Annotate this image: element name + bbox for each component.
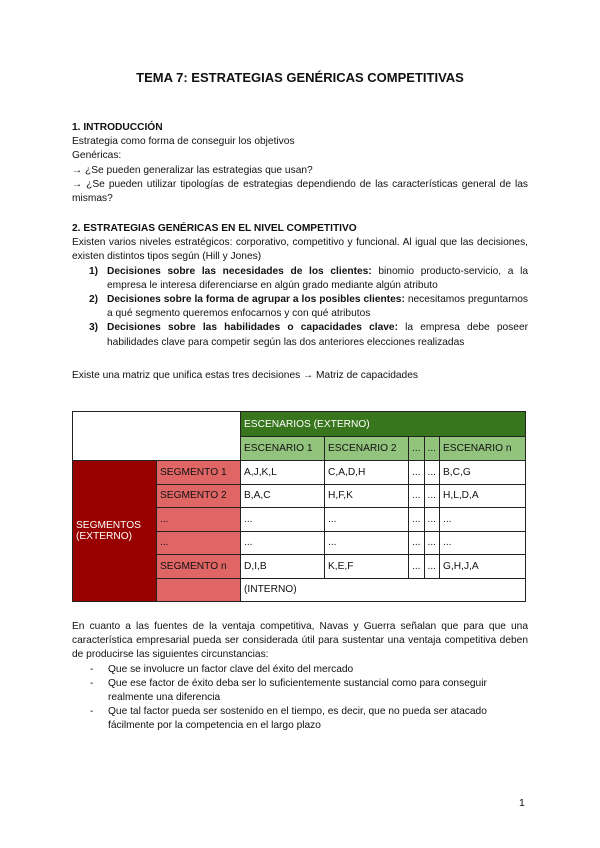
section2-paragraph: Existen varios niveles estratégicos: corporativo, competitivo y funcional. Al igual que las decisiones, existen distintos tipos según (Hill y Jones) (72, 237, 528, 263)
table-cell: ... (424, 508, 440, 532)
page-title: TEMA 7: ESTRATEGIAS GENÉRICAS COMPETITIVAS (136, 70, 464, 85)
table-cell: B,C,G (440, 461, 526, 485)
table-cell: ... (440, 508, 526, 532)
table-cell: ... (325, 531, 409, 555)
table-cell: ... (440, 531, 526, 555)
table-cell: C,A,D,H (325, 461, 409, 485)
column-header: ... (424, 437, 440, 461)
list-item: 2) Decisiones sobre la forma de agrupar a los posibles clientes: necesitamos preguntarnos a qué segmento queremos enfocarnos y con qué atributos (89, 294, 529, 320)
table-cell: D,I,B (241, 555, 325, 579)
intro-heading: 1. INTRODUCCIÓN (72, 122, 163, 133)
empty-row-header (157, 578, 241, 602)
column-header: ESCENARIO 2 (325, 437, 409, 461)
escenarios-header: ESCENARIOS (EXTERNO) (241, 412, 526, 437)
page-number: 1 (519, 797, 525, 809)
intro-line: Genéricas: (72, 150, 122, 162)
table-cell: ... (241, 531, 325, 555)
table-cell: ... (424, 461, 440, 485)
table-cell: ... (241, 508, 325, 532)
table-cell: ... (409, 555, 425, 579)
table-cell: H,L,D,A (440, 484, 526, 508)
section2-heading: 2. ESTRATEGIAS GENÉRICAS EN EL NIVEL COMPETITIVO (72, 223, 357, 234)
section2 (72, 222, 528, 350)
intro-section (72, 121, 528, 206)
matrix-intro-line: Existe una matriz que unifica estas tres decisiones → Matriz de capacidades (72, 370, 418, 381)
row-header: SEGMENTO 1 (157, 461, 241, 485)
list-item: 1) Decisiones sobre las necesidades de los clientes: binomio producto-servicio, a la empresa le interesa diferenciarse en algún grado mediante algún atributo (89, 265, 528, 291)
table-cell: ... (409, 461, 425, 485)
decisions-list (72, 265, 528, 350)
row-header: SEGMENTO n (157, 555, 241, 579)
table-cell: H,F,K (325, 484, 409, 508)
list-item: 3) Decisiones sobre las habilidades o capacidades clave: la empresa debe poseer habilidades clave para competir según las dos anteriores elecciones realizadas (89, 322, 529, 348)
list-item: - Que tal factor pueda ser sostenido en el tiempo, es decir, que no pueda ser atacado fácilmente por la competencia en el largo plazo (90, 706, 487, 732)
table-cell: B,A,C (241, 484, 325, 508)
interno-label: (INTERNO) (241, 578, 526, 602)
ventaja-section (72, 620, 528, 734)
table-cell: ... (409, 508, 425, 532)
row-header: ... (157, 531, 241, 555)
table-cell: ... (424, 555, 440, 579)
table-cell: ... (424, 531, 440, 555)
table-cell: ... (409, 531, 425, 555)
table-cell: K,E,F (325, 555, 409, 579)
ventaja-paragraph: En cuanto a las fuentes de la ventaja competitiva, Navas y Guerra señalan que para que una característica empresarial pueda ser considerada útil para sustentar una ventaja competitiva deben de producirse las siguientes circunstancias: (72, 621, 528, 661)
table-cell: G,H,J,A (440, 555, 526, 579)
table-cell: A,J,K,L (241, 461, 325, 485)
row-header: ... (157, 508, 241, 532)
segmentos-label: SEGMENTOS (EXTERNO) (73, 461, 157, 602)
table-cell: ... (325, 508, 409, 532)
intro-line: → ¿Se pueden utilizar tipologías de estrategias dependiendo de las características general de las mismas? (72, 178, 528, 205)
intro-line: → ¿Se pueden generalizar las estrategias que usan? (72, 164, 313, 176)
capabilities-matrix (72, 411, 526, 602)
table-cell: ... (424, 484, 440, 508)
intro-line: Estrategia como forma de conseguir los objetivos (72, 136, 295, 148)
ventaja-list (72, 663, 528, 734)
column-header: ESCENARIO 1 (241, 437, 325, 461)
column-header: ESCENARIO n (440, 437, 526, 461)
list-item: - Que ese factor de éxito deba ser lo suficientemente sustancial como para conseguir realmente una diferencia (90, 677, 487, 704)
row-header: SEGMENTO 2 (157, 484, 241, 508)
list-item: - Que se involucre un factor clave del éxito del mercado (90, 663, 354, 675)
column-header: ... (409, 437, 425, 461)
empty-corner-cell (73, 412, 241, 461)
table-cell: ... (409, 484, 425, 508)
